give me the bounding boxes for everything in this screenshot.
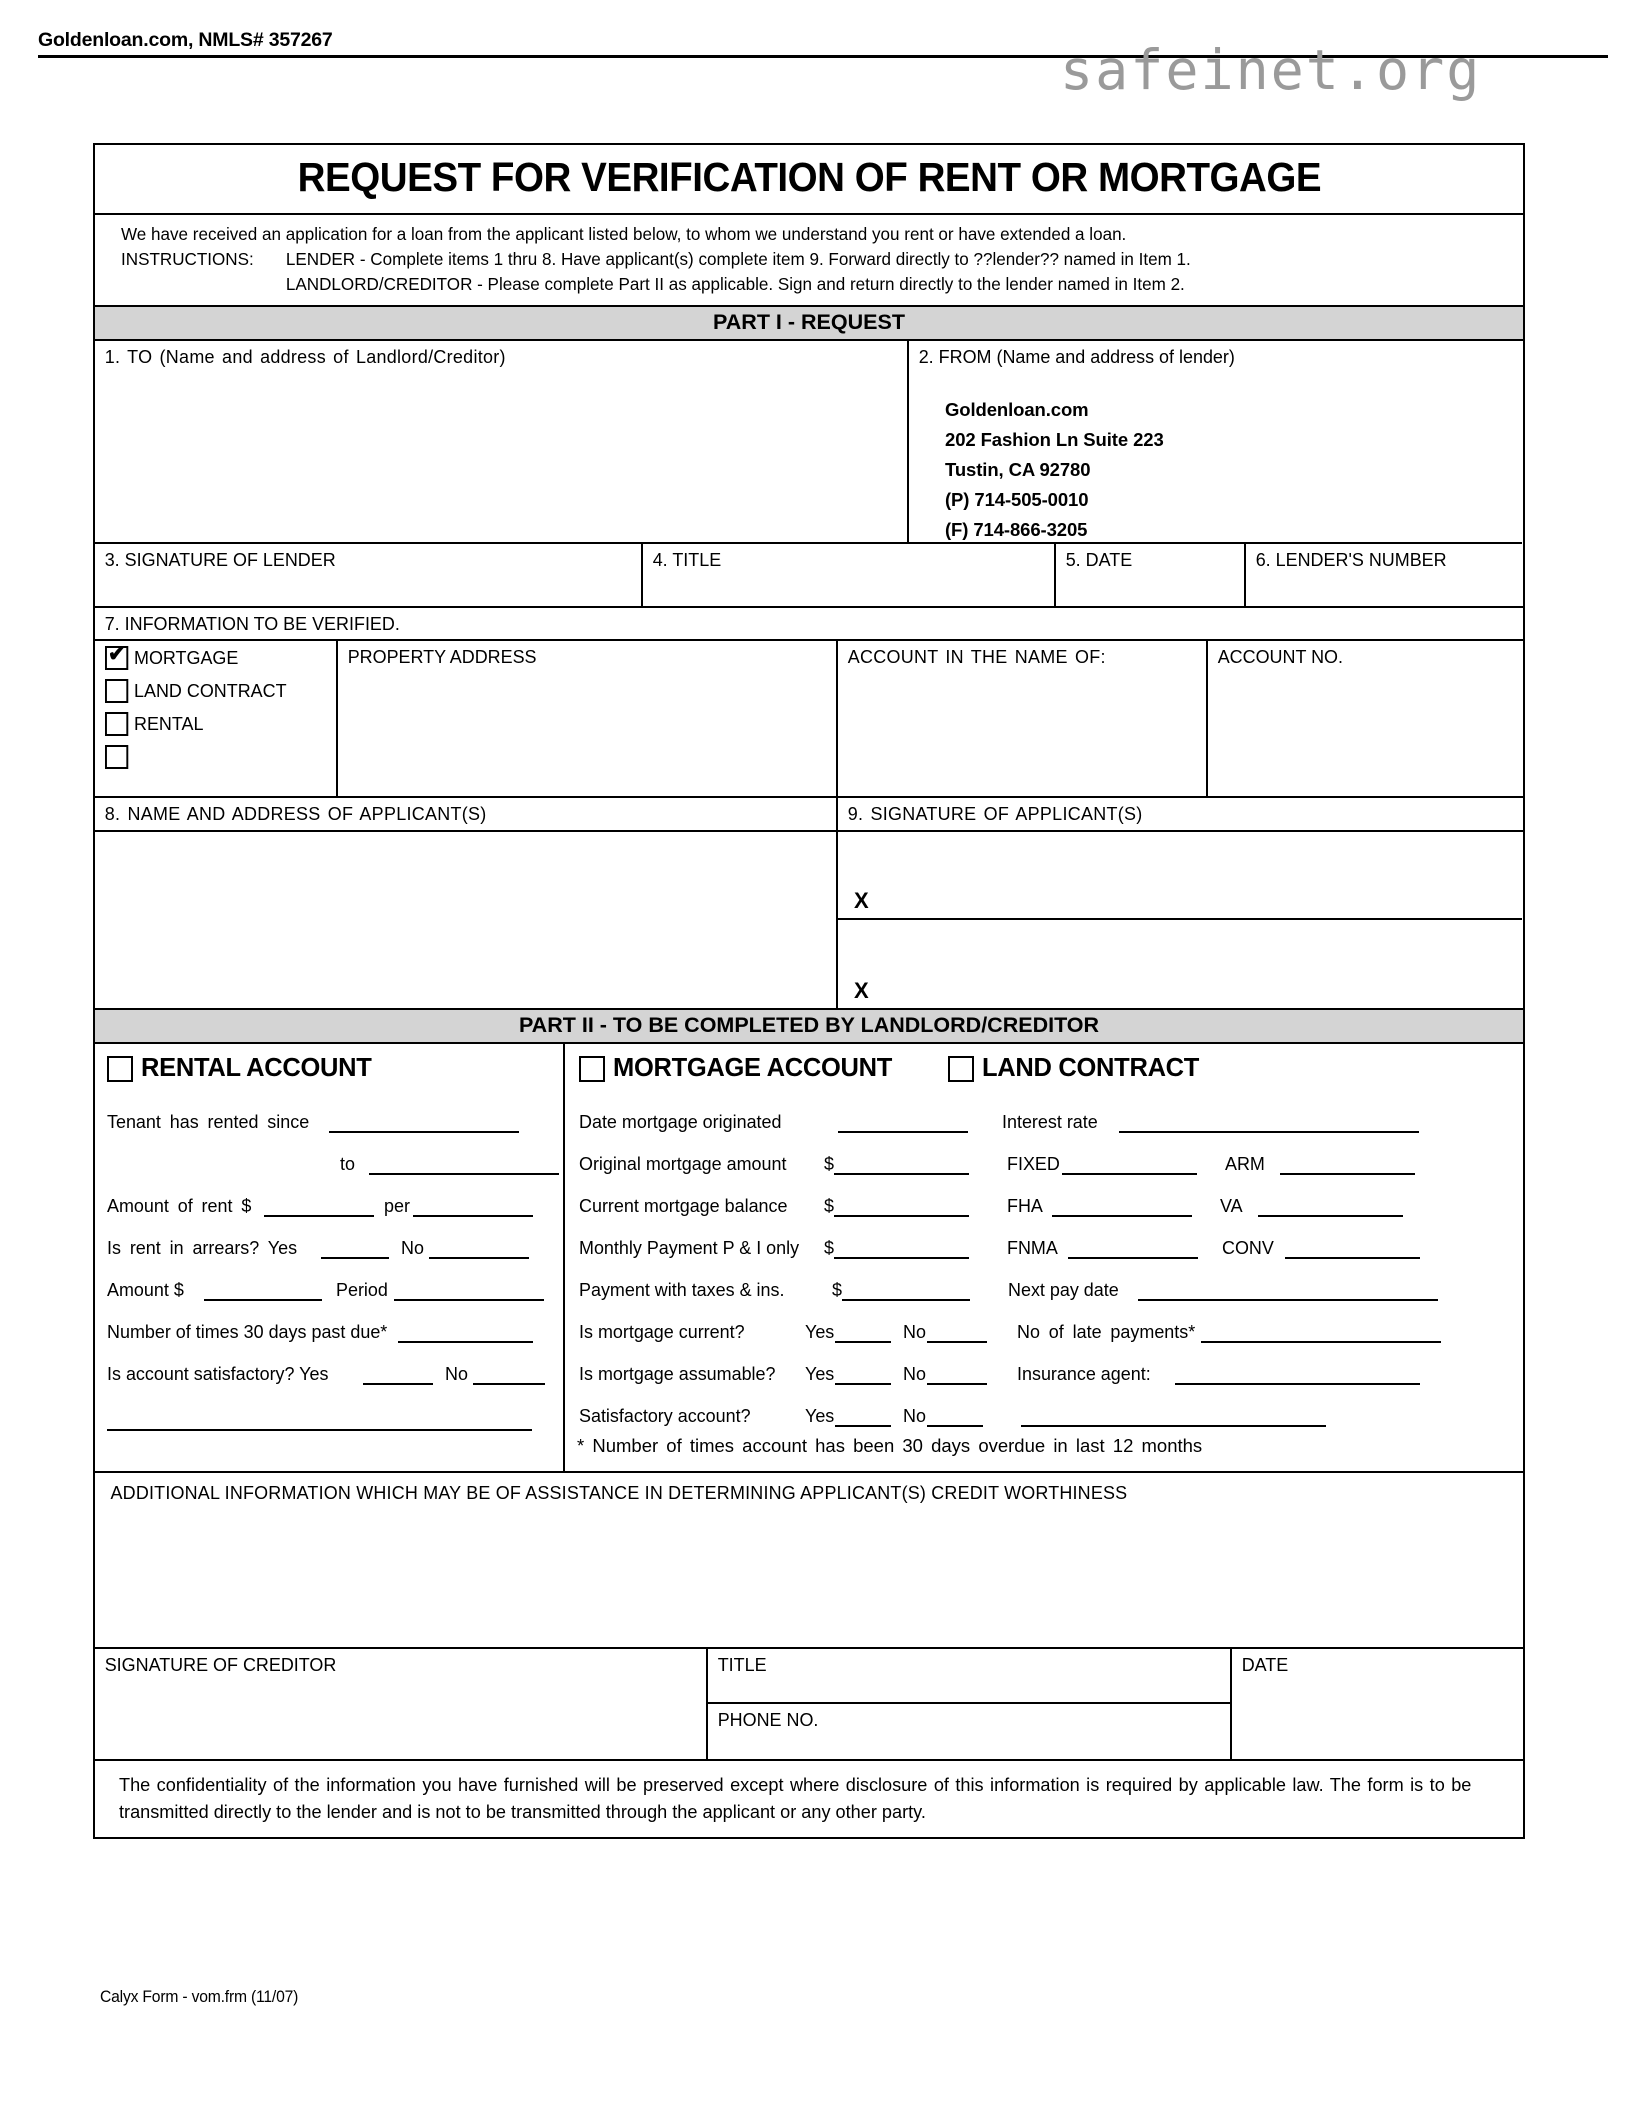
terms-label-arm: ARM <box>1224 1153 1265 1174</box>
terms-input-insurance-agent[interactable] <box>1175 1367 1420 1385</box>
rental-label-amount: Amount $ <box>107 1279 184 1300</box>
item1-to-cell[interactable] <box>95 341 909 544</box>
lender-address-line: Tustin, CA 92780 <box>945 459 1091 480</box>
checkbox-mortgage-icon[interactable] <box>105 646 128 670</box>
account-name-cell[interactable] <box>838 641 1208 796</box>
rental-label-rented-since: Tenant has rented since <box>107 1111 310 1132</box>
terms-label-conv: CONV <box>1221 1237 1274 1258</box>
checkbox-land-contract-icon[interactable] <box>105 679 128 703</box>
item9-header <box>838 798 1522 830</box>
terms-input-next-pay-date[interactable] <box>1138 1283 1438 1301</box>
mortgage-label-no: No <box>903 1321 927 1342</box>
rental-account-heading-row[interactable] <box>95 1044 563 1091</box>
checkbox-other-icon[interactable] <box>105 745 128 769</box>
rental-line-rented-to[interactable] <box>95 1133 563 1175</box>
mortgage-dollar-sign: $ <box>824 1195 834 1216</box>
mortgage-input-is-current-yes[interactable] <box>835 1325 891 1343</box>
additional-info-label: ADDITIONAL INFORMATION WHICH MAY BE OF ASSISTANCE IN DETERMINING APPLICANT(S) CREDIT WORTHINESS <box>110 1482 1128 1503</box>
mortgage-label-yes: Yes <box>805 1321 835 1342</box>
mortgage-footnote: * Number of times account has been 30 days overdue in last 12 months <box>577 1435 1203 1456</box>
creditor-title-label: TITLE <box>717 1654 767 1675</box>
rental-line-amount-of-rent[interactable] <box>95 1175 563 1217</box>
calyx-form-footer: Calyx Form - vom.frm (11/07) <box>100 1988 299 2006</box>
terms-input-late-payments[interactable] <box>1201 1325 1441 1343</box>
rental-input-amount[interactable] <box>204 1283 322 1301</box>
rental-input-per[interactable] <box>413 1199 533 1217</box>
confidentiality-text: The confidentiality of the information you have furnished will be preserved except where disclosure of this information is required by applicable law. The form is to be transmitted directly to the lender and is not to be transmitted through the applicant or any other party. <box>119 1774 1472 1822</box>
applicant-signature-1[interactable] <box>838 832 1522 920</box>
mortgage-input-current-balance[interactable] <box>834 1199 969 1217</box>
checkbox-land-contract-label: LAND CONTRACT <box>134 679 287 701</box>
terms-label-fha: FHA <box>1007 1195 1044 1216</box>
mortgage-account-column <box>565 1044 1522 1471</box>
mortgage-row-assumable[interactable] <box>565 1343 1522 1385</box>
mortgage-row-monthly-payment[interactable] <box>565 1217 1522 1259</box>
mortgage-row-is-current[interactable] <box>565 1301 1522 1343</box>
account-name-label: ACCOUNT IN THE NAME OF: <box>847 646 1106 667</box>
mortgage-input-satisfactory-yes[interactable] <box>835 1409 891 1427</box>
item7-label: 7. INFORMATION TO BE VERIFIED. <box>104 613 400 634</box>
mortgage-column-spacer <box>565 1457 1522 1471</box>
company-brand-line: Goldenloan.com, NMLS# 357267 <box>38 29 333 51</box>
item6-label: 6. LENDER'S NUMBER <box>1255 549 1447 570</box>
verification-form <box>93 143 1525 1839</box>
checkbox-row-rental[interactable] <box>95 707 336 740</box>
rental-input-past-due[interactable] <box>398 1325 533 1343</box>
rental-input-rented-to[interactable] <box>369 1157 559 1175</box>
item3-label: 3. SIGNATURE OF LENDER <box>104 549 336 570</box>
item7-header <box>95 608 1523 641</box>
page-title: REQUEST FOR VERIFICATION OF RENT OR MORTGAGE <box>297 154 1321 200</box>
terms-label-interest-rate: Interest rate <box>1002 1111 1098 1132</box>
checkbox-row-land-contract[interactable] <box>95 674 336 707</box>
item8-header <box>95 798 838 830</box>
item6-lender-number-cell[interactable] <box>1246 544 1522 606</box>
mortgage-input-date-originated[interactable] <box>838 1115 968 1133</box>
instructions-lender-text: LENDER - Complete items 1 thru 8. Have applicant(s) complete item 9. Forward directly to ??lender?? named in Item 1. <box>285 249 1191 269</box>
lender-address-line: 202 Fashion Ln Suite 223 <box>945 429 1164 450</box>
checkbox-row-other[interactable] <box>95 740 336 773</box>
property-address-cell[interactable] <box>338 641 838 796</box>
rental-input-rented-since[interactable] <box>329 1115 519 1133</box>
rental-label-arrears: Is rent in arrears? Yes <box>107 1237 298 1258</box>
rental-label-amount-of-rent: Amount of rent $ <box>107 1195 252 1216</box>
mortgage-row-originated[interactable] <box>565 1091 1522 1133</box>
item4-label: 4. TITLE <box>652 549 722 570</box>
terms-label-fnma: FNMA <box>1007 1237 1059 1258</box>
mortgage-label-original-amount: Original mortgage amount <box>579 1153 787 1174</box>
checkbox-rental-account-icon[interactable] <box>107 1056 133 1082</box>
terms-label-fixed: FIXED <box>1007 1153 1061 1174</box>
mortgage-label-yes: Yes <box>805 1405 835 1426</box>
terms-input-extra-blank[interactable] <box>1021 1409 1326 1427</box>
watermark-text: safeinet.org <box>1060 38 1482 102</box>
item5-label: 5. DATE <box>1065 549 1133 570</box>
rental-label-satisfactory: Is account satisfactory? Yes <box>107 1363 329 1384</box>
terms-label-va: VA <box>1220 1195 1243 1216</box>
signature-x-mark: X <box>854 888 869 913</box>
mortgage-row-current-balance[interactable] <box>565 1175 1522 1217</box>
signature-x-mark: X <box>854 978 869 1003</box>
creditor-signature-label: SIGNATURE OF CREDITOR <box>104 1654 337 1675</box>
instructions-label: INSTRUCTIONS: <box>121 249 254 269</box>
checkbox-mortgage-label: MORTGAGE <box>134 646 239 668</box>
checkbox-rental-label: RENTAL <box>134 712 204 734</box>
mortgage-input-assumable-no[interactable] <box>927 1367 987 1385</box>
terms-input-fnma[interactable] <box>1068 1241 1198 1259</box>
mortgage-dollar-sign: $ <box>824 1237 834 1258</box>
instructions-lender-line <box>121 247 1456 272</box>
checkbox-rental-icon[interactable] <box>105 712 128 736</box>
terms-label-insurance-agent: Insurance agent: <box>1016 1363 1151 1384</box>
item4-title-cell[interactable] <box>643 544 1056 606</box>
creditor-signature-cell[interactable] <box>95 1649 708 1759</box>
lender-address-line: (F) 714-866-3205 <box>945 519 1088 540</box>
lender-signature-row <box>95 544 1523 608</box>
mortgage-label-satisfactory: Satisfactory account? <box>579 1405 751 1426</box>
rental-account-column <box>95 1044 565 1471</box>
applicant-signature-column <box>838 832 1522 1008</box>
rental-input-period[interactable] <box>394 1283 544 1301</box>
rental-line-amount-period[interactable] <box>95 1259 563 1301</box>
rental-input-blank[interactable] <box>107 1413 532 1431</box>
mortgage-input-original-amount[interactable] <box>834 1157 969 1175</box>
rental-line-blank[interactable] <box>95 1385 563 1431</box>
item2-label: 2. FROM (Name and address of lender) <box>918 346 1235 367</box>
terms-input-fixed[interactable] <box>1062 1157 1197 1175</box>
mortgage-input-satisfactory-no[interactable] <box>927 1409 983 1427</box>
mortgage-label-payment-taxes: Payment with taxes & ins. <box>579 1279 785 1300</box>
rental-account-heading: RENTAL ACCOUNT <box>141 1054 372 1082</box>
terms-input-conv[interactable] <box>1285 1241 1420 1259</box>
instructions-landlord-line <box>121 272 1456 297</box>
rental-input-arrears-no[interactable] <box>429 1241 529 1259</box>
lender-address-block <box>909 368 1522 545</box>
item1-label: 1. TO (Name and address of Landlord/Creditor) <box>104 346 506 367</box>
creditor-date-cell[interactable] <box>1232 1649 1523 1759</box>
property-address-label: PROPERTY ADDRESS <box>347 646 537 667</box>
land-contract-heading: LAND CONTRACT <box>982 1054 1200 1082</box>
mortgage-account-heading: MORTGAGE ACCOUNT <box>613 1054 892 1082</box>
account-number-label: ACCOUNT NO. <box>1217 646 1343 667</box>
item7-checkbox-group[interactable] <box>95 641 338 796</box>
intro-sentence: We have received an application for a loan from the applicant listed below, to whom we understand you rent or have extended a loan. <box>121 224 1127 244</box>
creditor-phone-cell[interactable] <box>708 1704 1230 1759</box>
part2-body-row <box>95 1044 1523 1473</box>
rental-label-per: per <box>383 1195 410 1216</box>
item8-label: 8. NAME AND ADDRESS OF APPLICANT(S) <box>104 803 487 824</box>
terms-input-fha[interactable] <box>1052 1199 1192 1217</box>
mortgage-input-assumable-yes[interactable] <box>835 1367 891 1385</box>
rental-line-arrears[interactable] <box>95 1217 563 1259</box>
rental-label-past-due: Number of times 30 days past due* <box>107 1321 388 1342</box>
rental-column-spacer <box>95 1431 563 1467</box>
applicant-name-address-field[interactable] <box>95 832 838 1008</box>
mortgage-label-date-originated: Date mortgage originated <box>579 1111 782 1132</box>
mortgage-row-payment-taxes[interactable] <box>565 1259 1522 1301</box>
rental-line-rented-since[interactable] <box>95 1091 563 1133</box>
account-number-cell[interactable] <box>1208 641 1522 796</box>
terms-label-late-payments: No of late payments* <box>1016 1321 1196 1342</box>
mortgage-label-current-balance: Current mortgage balance <box>579 1195 788 1216</box>
rental-label-period: Period <box>336 1279 389 1300</box>
rental-line-past-due[interactable] <box>95 1301 563 1343</box>
rental-input-satisfactory-yes[interactable] <box>363 1367 433 1385</box>
mortgage-input-payment-taxes[interactable] <box>842 1283 970 1301</box>
rental-label-to: to <box>340 1153 355 1174</box>
mortgage-label-monthly-payment: Monthly Payment P & I only <box>579 1237 800 1258</box>
part1-band: PART I - REQUEST <box>95 307 1523 341</box>
item5-date-cell[interactable] <box>1056 544 1246 606</box>
mortgage-label-is-current: Is mortgage current? <box>579 1321 745 1342</box>
form-title-bar <box>95 145 1523 215</box>
mortgage-land-heading-row <box>565 1044 1522 1091</box>
rental-input-amount-of-rent[interactable] <box>264 1199 374 1217</box>
instructions-landlord-text: LANDLORD/CREDITOR - Please complete Part II as applicable. Sign and return directly to the lender named in Item 2. <box>285 274 1185 294</box>
rental-input-satisfactory-no[interactable] <box>473 1367 545 1385</box>
mortgage-row-original-amount[interactable] <box>565 1133 1522 1175</box>
terms-label-next-pay-date: Next pay date <box>1008 1279 1120 1300</box>
mortgage-input-monthly-payment[interactable] <box>834 1241 969 1259</box>
rental-line-satisfactory[interactable] <box>95 1343 563 1385</box>
rental-input-arrears-yes[interactable] <box>321 1241 389 1259</box>
lender-address-line: Goldenloan.com <box>945 399 1089 420</box>
rental-label-arrears-no: No <box>400 1237 424 1258</box>
item89-body-row <box>95 832 1523 1010</box>
terms-input-va[interactable] <box>1258 1199 1403 1217</box>
mortgage-label-assumable: Is mortgage assumable? <box>579 1363 776 1384</box>
mortgage-input-is-current-no[interactable] <box>927 1325 987 1343</box>
instructions-block <box>95 215 1523 307</box>
checkbox-row-mortgage[interactable] <box>95 641 336 674</box>
checkbox-land-contract-account-icon[interactable] <box>948 1056 974 1082</box>
mortgage-label-no: No <box>903 1363 927 1384</box>
creditor-date-label: DATE <box>1242 1654 1289 1675</box>
item3-signature-cell[interactable] <box>95 544 643 606</box>
terms-input-interest-rate[interactable] <box>1119 1115 1419 1133</box>
item2-from-cell[interactable] <box>909 341 1522 544</box>
part2-band: PART II - TO BE COMPLETED BY LANDLORD/CREDITOR <box>95 1010 1523 1044</box>
creditor-phone-label: PHONE NO. <box>717 1709 819 1730</box>
creditor-title-cell[interactable] <box>708 1649 1230 1704</box>
mortgage-label-no: No <box>903 1405 927 1426</box>
checkbox-mortgage-account-icon[interactable] <box>579 1056 605 1082</box>
mortgage-label-yes: Yes <box>805 1363 835 1384</box>
additional-info-cell[interactable] <box>95 1473 1523 1649</box>
item7-body-row <box>95 641 1523 798</box>
applicant-signature-2[interactable] <box>838 920 1522 1008</box>
terms-input-arm[interactable] <box>1280 1157 1415 1175</box>
item9-label: 9. SIGNATURE OF APPLICANT(S) <box>847 803 1143 824</box>
mortgage-row-satisfactory[interactable] <box>565 1385 1522 1427</box>
to-from-row <box>95 341 1523 544</box>
lender-address-line: (P) 714-505-0010 <box>945 489 1089 510</box>
creditor-signature-row <box>95 1649 1523 1761</box>
mortgage-dollar-sign: $ <box>832 1279 842 1300</box>
item89-header-row <box>95 798 1523 832</box>
creditor-title-phone-column <box>708 1649 1232 1759</box>
confidentiality-block <box>95 1761 1523 1837</box>
rental-label-satisfactory-no: No <box>445 1363 469 1384</box>
mortgage-dollar-sign: $ <box>824 1153 834 1174</box>
